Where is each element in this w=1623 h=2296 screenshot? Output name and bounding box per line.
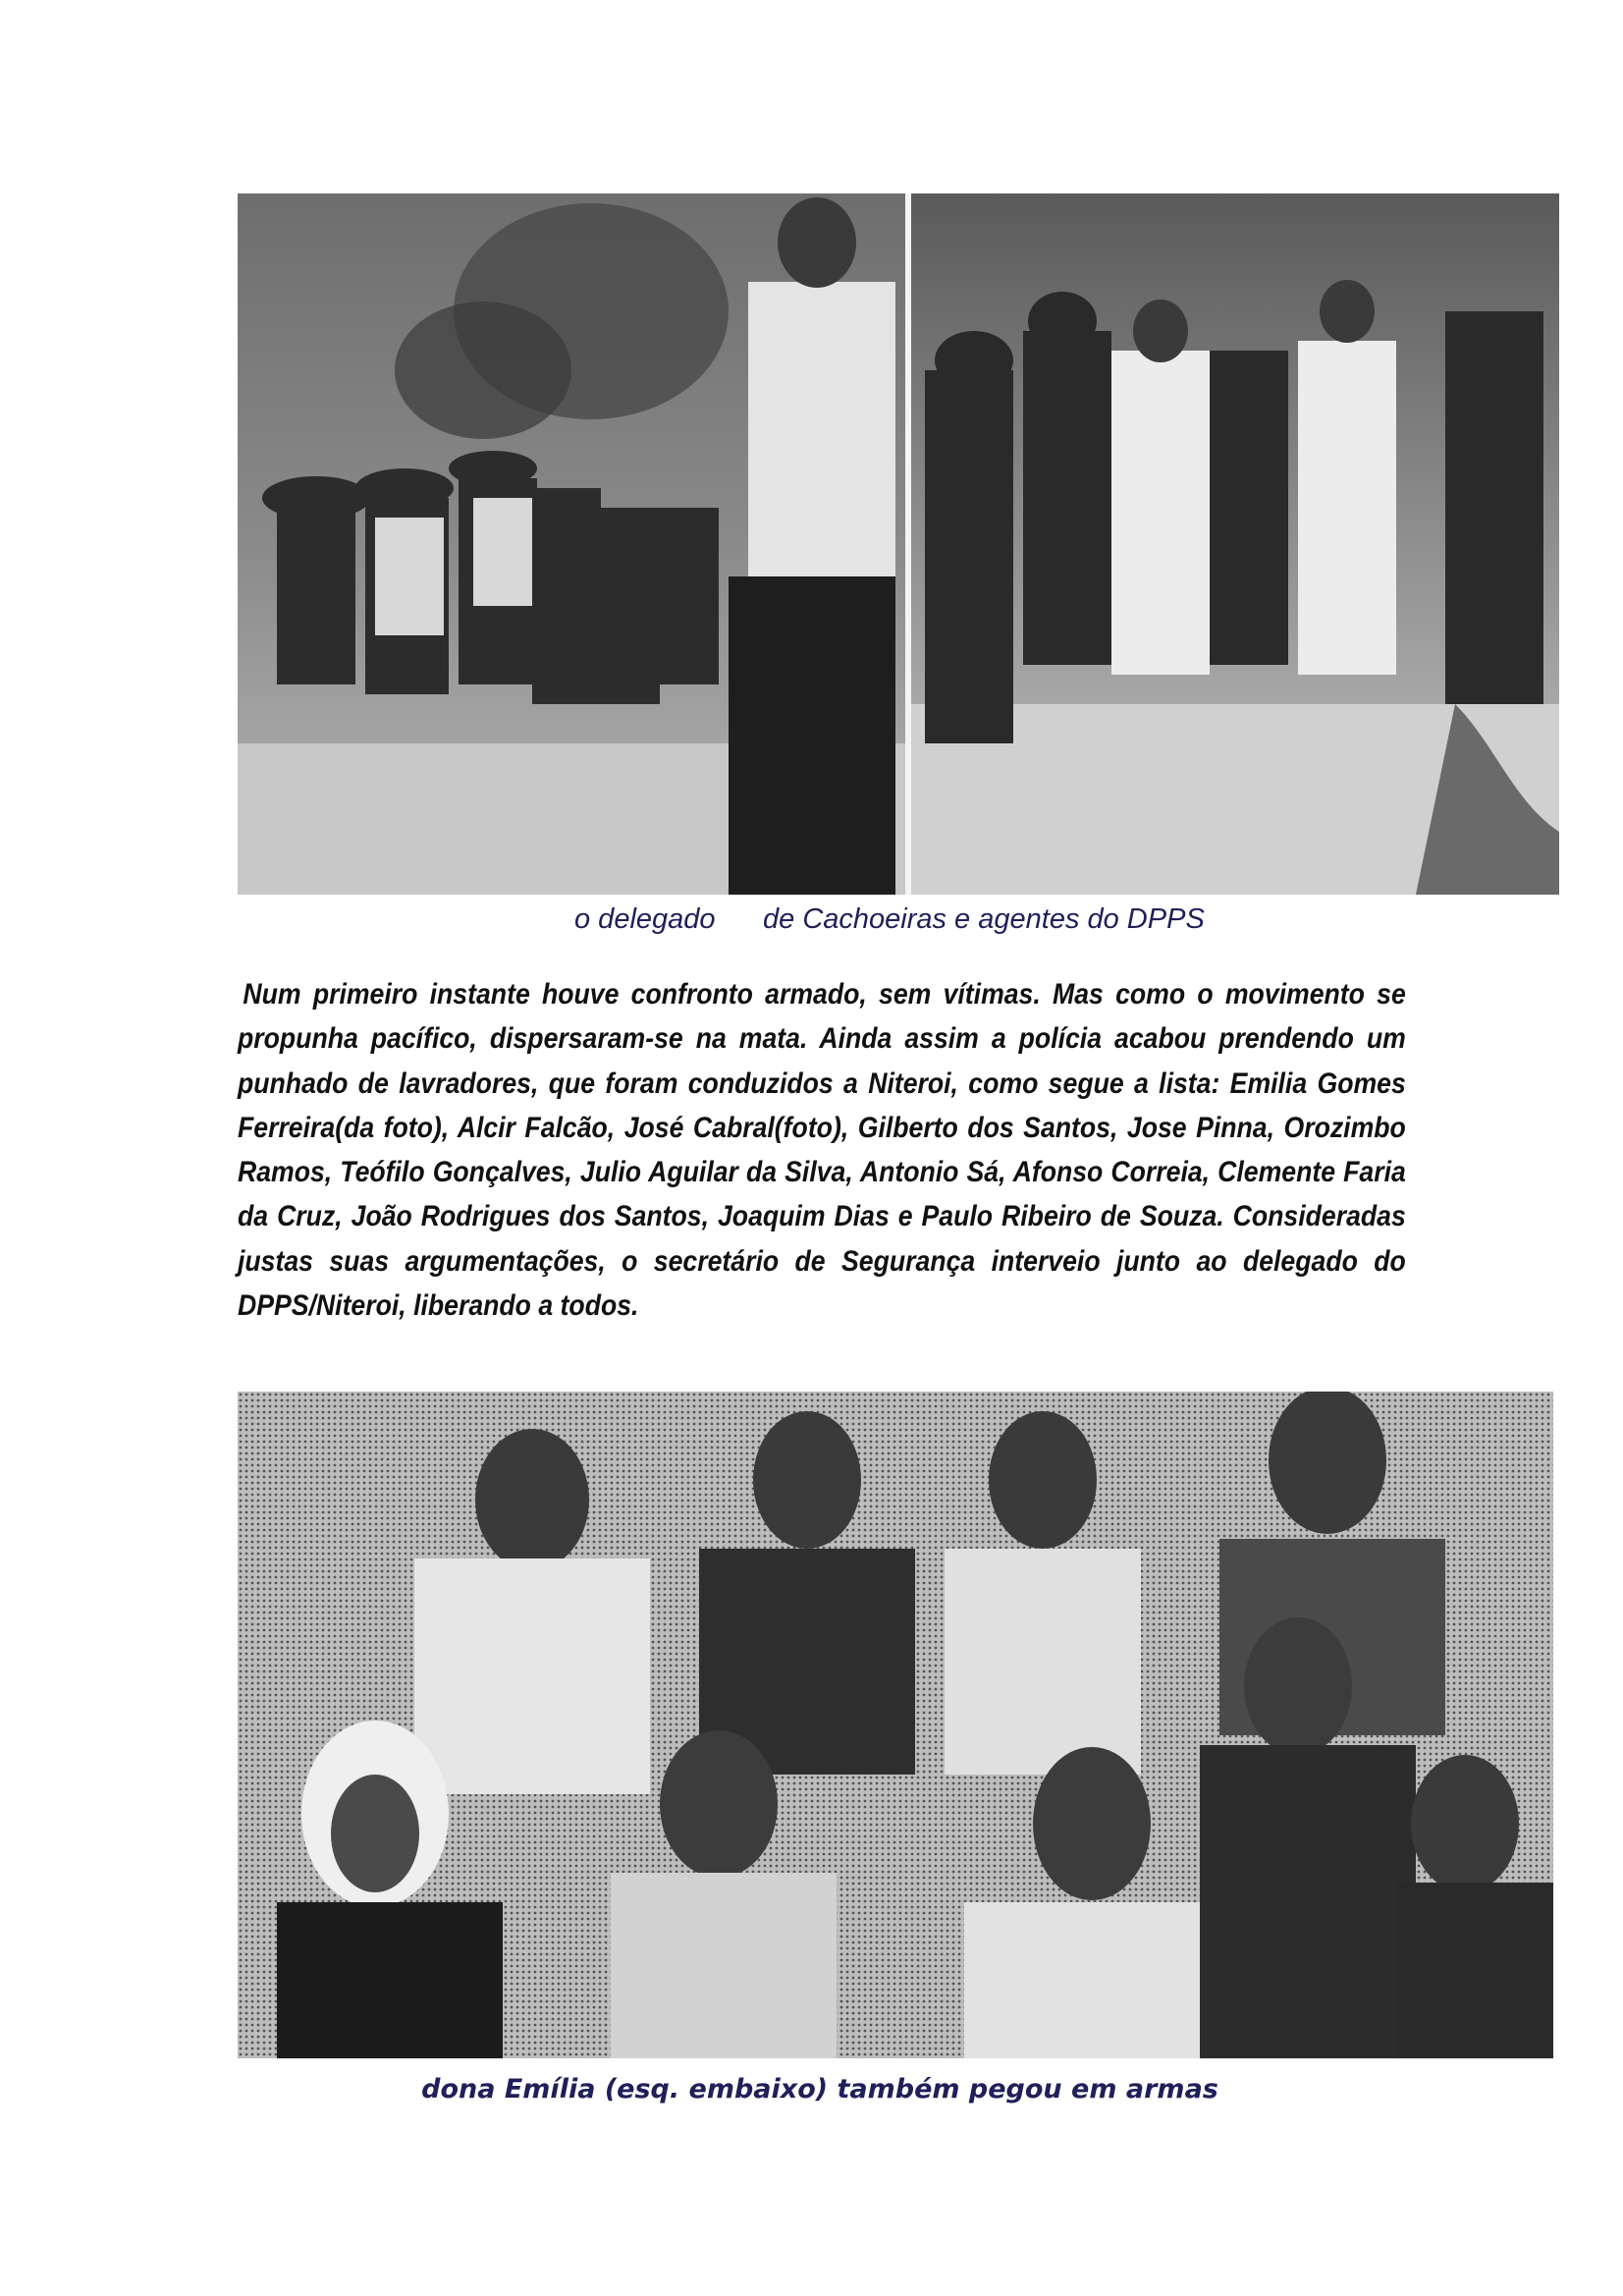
caption-top-part2: de Cachoeiras e agentes do DPPS <box>763 903 1205 935</box>
article-paragraph: Num primeiro instante houve confronto armado, sem vítimas. Mas como o movimento se propunha pacífico, dispersaram-se na mata. Ainda assim a polícia acabou prendendo um punhado de lavradores, que foram conduzidos a Niteroi, como segue a lista: Emilia Gomes Ferreira(da foto), Alcir Falcão, José Cabral(foto), Gilberto dos Santos, Jose Pinna, Orozimbo Ramos, Teófilo Gonçalves, Julio Aguilar da Silva, Antonio Sá, Afonso Correia, Clemente Faria da Cruz, João Rodrigues dos Santos, Joaquim Dias e Paulo Ribeiro de Souza. Consideradas justas suas argumentações, o secretário de Segurança interveio junto ao delegado do DPPS/Niteroi, liberando a todos. <box>238 978 1406 1323</box>
article-body <box>238 972 1406 1328</box>
caption-bottom: dona Emília (esq. embaixo) também pegou em armas <box>421 2074 1218 2105</box>
photo-icon <box>238 193 1559 895</box>
caption-top-part1: o delegado <box>574 903 716 935</box>
photo-delegado-and-agents <box>238 193 1559 895</box>
photo-icon <box>238 1392 1553 2058</box>
photo-group-of-farmers <box>238 1392 1553 2058</box>
